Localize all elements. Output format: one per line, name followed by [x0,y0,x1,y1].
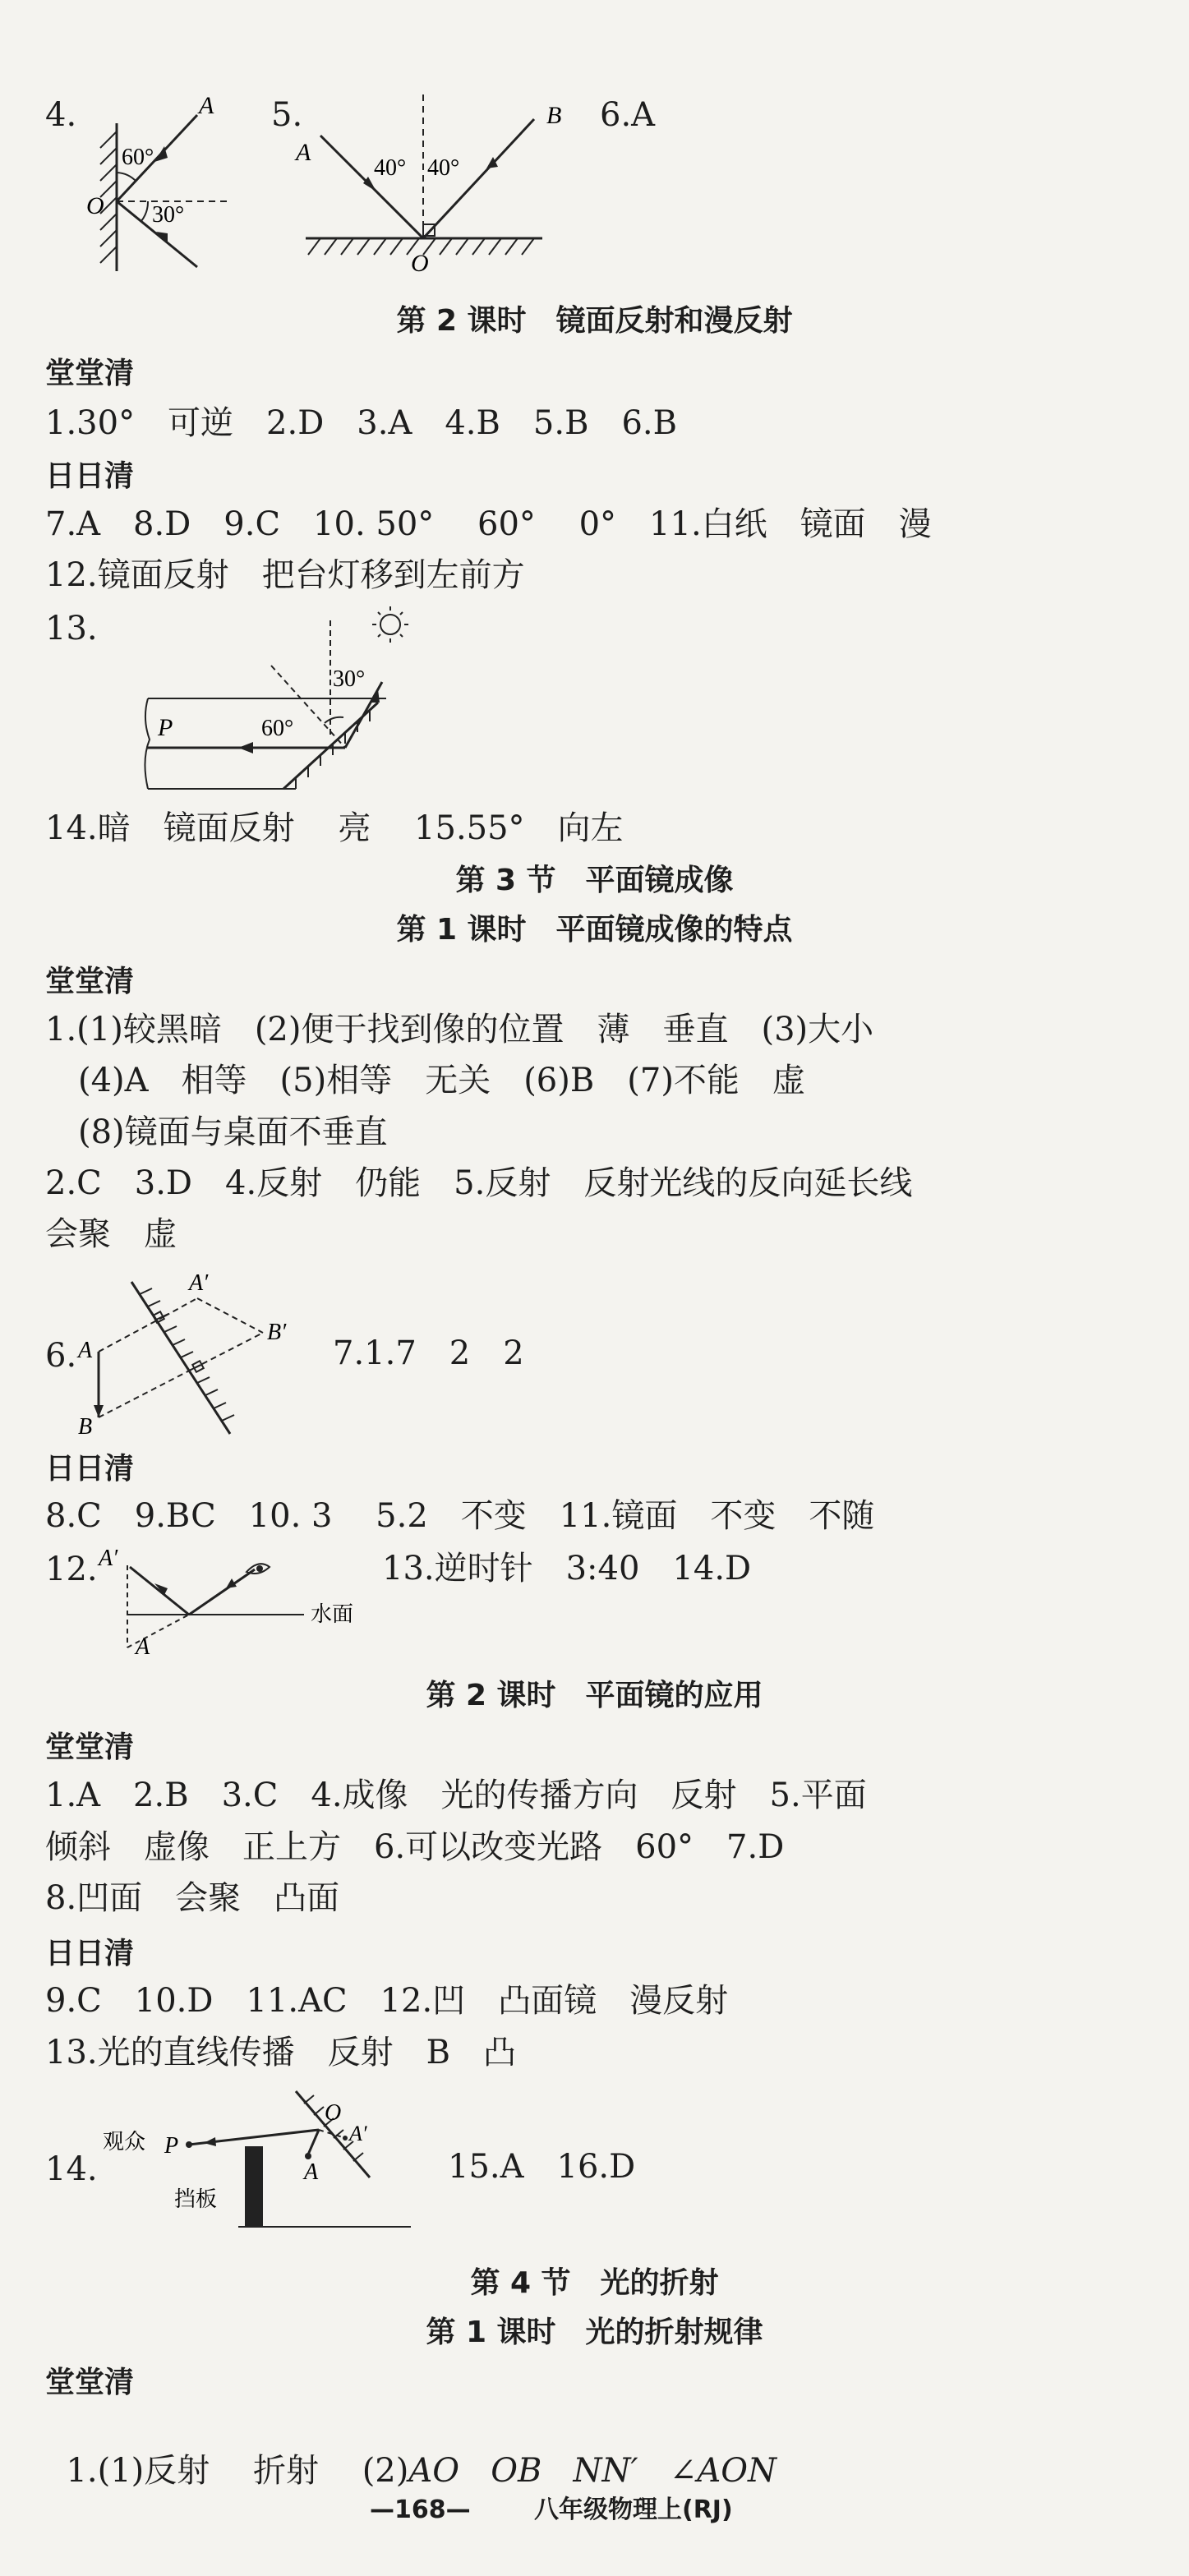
q5-label-a: A [296,139,311,166]
q5-reflection-diagram [296,86,592,275]
q7-answer: 7.1.7 2 2 [333,1334,524,1372]
lesson-4-1-nn: NN′ [573,2452,638,2490]
lesson-3-2-line-5: 13.光的直线传播 反射 B 凸 [45,2034,517,2071]
lesson-2-line-1: 1.30° 可逆 2.D 3.A 4.B 5.B 6.B [45,404,678,442]
q6-label-b-prime: B′ [267,1320,287,1345]
q6-answer: 6.A [600,96,656,134]
lesson-2-line-3: 12.镜面反射 把台灯移到左前方 [45,556,525,594]
lesson-3-1-line-3: (8)镜面与桌面不垂直 [78,1113,388,1151]
q4-label-o: O [86,192,104,219]
lesson-4-1-ob: OB [491,2452,542,2490]
q13-number: 13. [45,610,98,647]
q4-angle-1: 60° [122,145,154,170]
q6-number-3: 6. [45,1337,77,1375]
section-4-title: 第 4 节 光的折射 [470,2266,719,2300]
lesson-3-2-line-1: 1.A 2.B 3.C 4.成像 光的传播方向 反射 5.平面 [45,1776,867,1814]
q6-mirror-image-diagram [66,1265,329,1446]
lesson-4-1-line-1 [45,2409,777,2491]
lesson-3-1-line-4: 2.C 3.D 4.反射 仍能 5.反射 反射光线的反向延长线 [45,1164,913,1202]
page-number: —168— [370,2495,471,2524]
lesson-3-1-line-2: (4)A 相等 (5)相等 无关 (6)B (7)不能 虚 [78,1062,805,1099]
q12-label-water: 水面 [311,1602,354,1626]
lesson-2-line-2: 7.A 8.D 9.C 10. 50° 60° 0° 11.白纸 镜面 漫 [45,505,932,543]
section-3-title: 第 3 节 平面镜成像 [455,864,734,897]
lesson-3-1-line-5: 会聚 虚 [45,1215,177,1253]
q4-number: 4. [45,96,77,134]
book-title: 八年级物理上(RJ) [534,2495,733,2524]
q12-water-surface-diagram [90,1546,403,1660]
q4-label-a: A [199,92,214,119]
q15-answer: 15.A 16.D [448,2148,636,2186]
q14-label-a: A [304,2159,319,2185]
q14-label-viewer: 观众 [103,2130,146,2154]
q14-label-a-prime: A′ [349,2122,367,2145]
q13-angle-2: 30° [333,666,366,692]
lesson-3-2-heading-ririqing: 日日清 [45,1937,135,1970]
q5-number: 5. [271,96,303,134]
q13-label-p: P [158,714,173,741]
lesson-3-1-heading-tangtangqing: 堂堂清 [45,965,135,998]
q12-label-a: A [136,1634,150,1660]
lesson-3-1-line-7: 13.逆时针 3:40 14.D [382,1550,752,1588]
q6-label-a: A [78,1338,93,1363]
q13-lamp-reflection-diagram [140,604,436,801]
q6-label-a-prime: A′ [189,1270,209,1296]
q14-label-o: O [325,2100,342,2126]
lesson-3-1-line-1: 1.(1)较黑暗 (2)便于找到像的位置 薄 垂直 (3)大小 [45,1011,874,1048]
lesson-3-2-line-3: 8.凹面 会聚 凸面 [45,1879,340,1917]
q13-angle-1: 60° [261,716,294,741]
q4-reflection-diagram [82,82,279,271]
lesson-4-1-title: 第 1 课时 光的折射规律 [426,2316,763,2349]
q5-angle-1: 40° [374,155,407,181]
lesson-3-2-title: 第 2 课时 平面镜的应用 [426,1679,763,1712]
q4-angle-2: 30° [152,202,185,228]
lesson-3-1-title: 第 1 课时 平面镜成像的特点 [396,913,793,947]
q14-label-board: 挡板 [174,2187,218,2211]
q5-label-b: B [546,102,562,129]
q6-label-b: B [78,1414,93,1440]
lesson-2-heading-ririqing: 日日清 [45,459,135,493]
lesson-2-line-4: 14.暗 镜面反射 亮 15.55° 向左 [45,809,624,847]
lesson-3-2-line-2: 倾斜 虚像 正上方 6.可以改变光路 60° 7.D [45,1828,785,1866]
q14-periscope-diagram [99,2087,444,2227]
q12-number: 12. [45,1551,98,1588]
lesson-4-1-heading-tangtangqing: 堂堂清 [45,2366,135,2399]
lesson-2-heading-tangtangqing: 堂堂清 [45,357,135,390]
lesson-3-2-line-4: 9.C 10.D 11.AC 12.凹 凸面镜 漫反射 [45,1982,729,2020]
lesson-3-1-heading-ririqing: 日日清 [45,1452,135,1486]
lesson-4-1-ao: AO [408,2452,460,2490]
lesson-3-1-line-6: 8.C 9.BC 10. 3 5.2 不变 11.镜面 不变 不随 [45,1497,875,1535]
q5-label-o: O [411,250,429,277]
lesson-3-2-heading-tangtangqing: 堂堂清 [45,1730,135,1764]
lesson-2-title: 第 2 课时 镜面反射和漫反射 [396,304,793,338]
lesson-4-1-line-1-prefix: 1.(1)反射 折射 (2) [66,2452,409,2490]
q5-angle-2: 40° [427,155,460,181]
lesson-4-1-angle: ∠AON [669,2452,777,2490]
q12-label-a-prime: A′ [99,1546,118,1571]
q14-number: 14. [45,2150,98,2188]
q14-label-p: P [164,2133,179,2159]
